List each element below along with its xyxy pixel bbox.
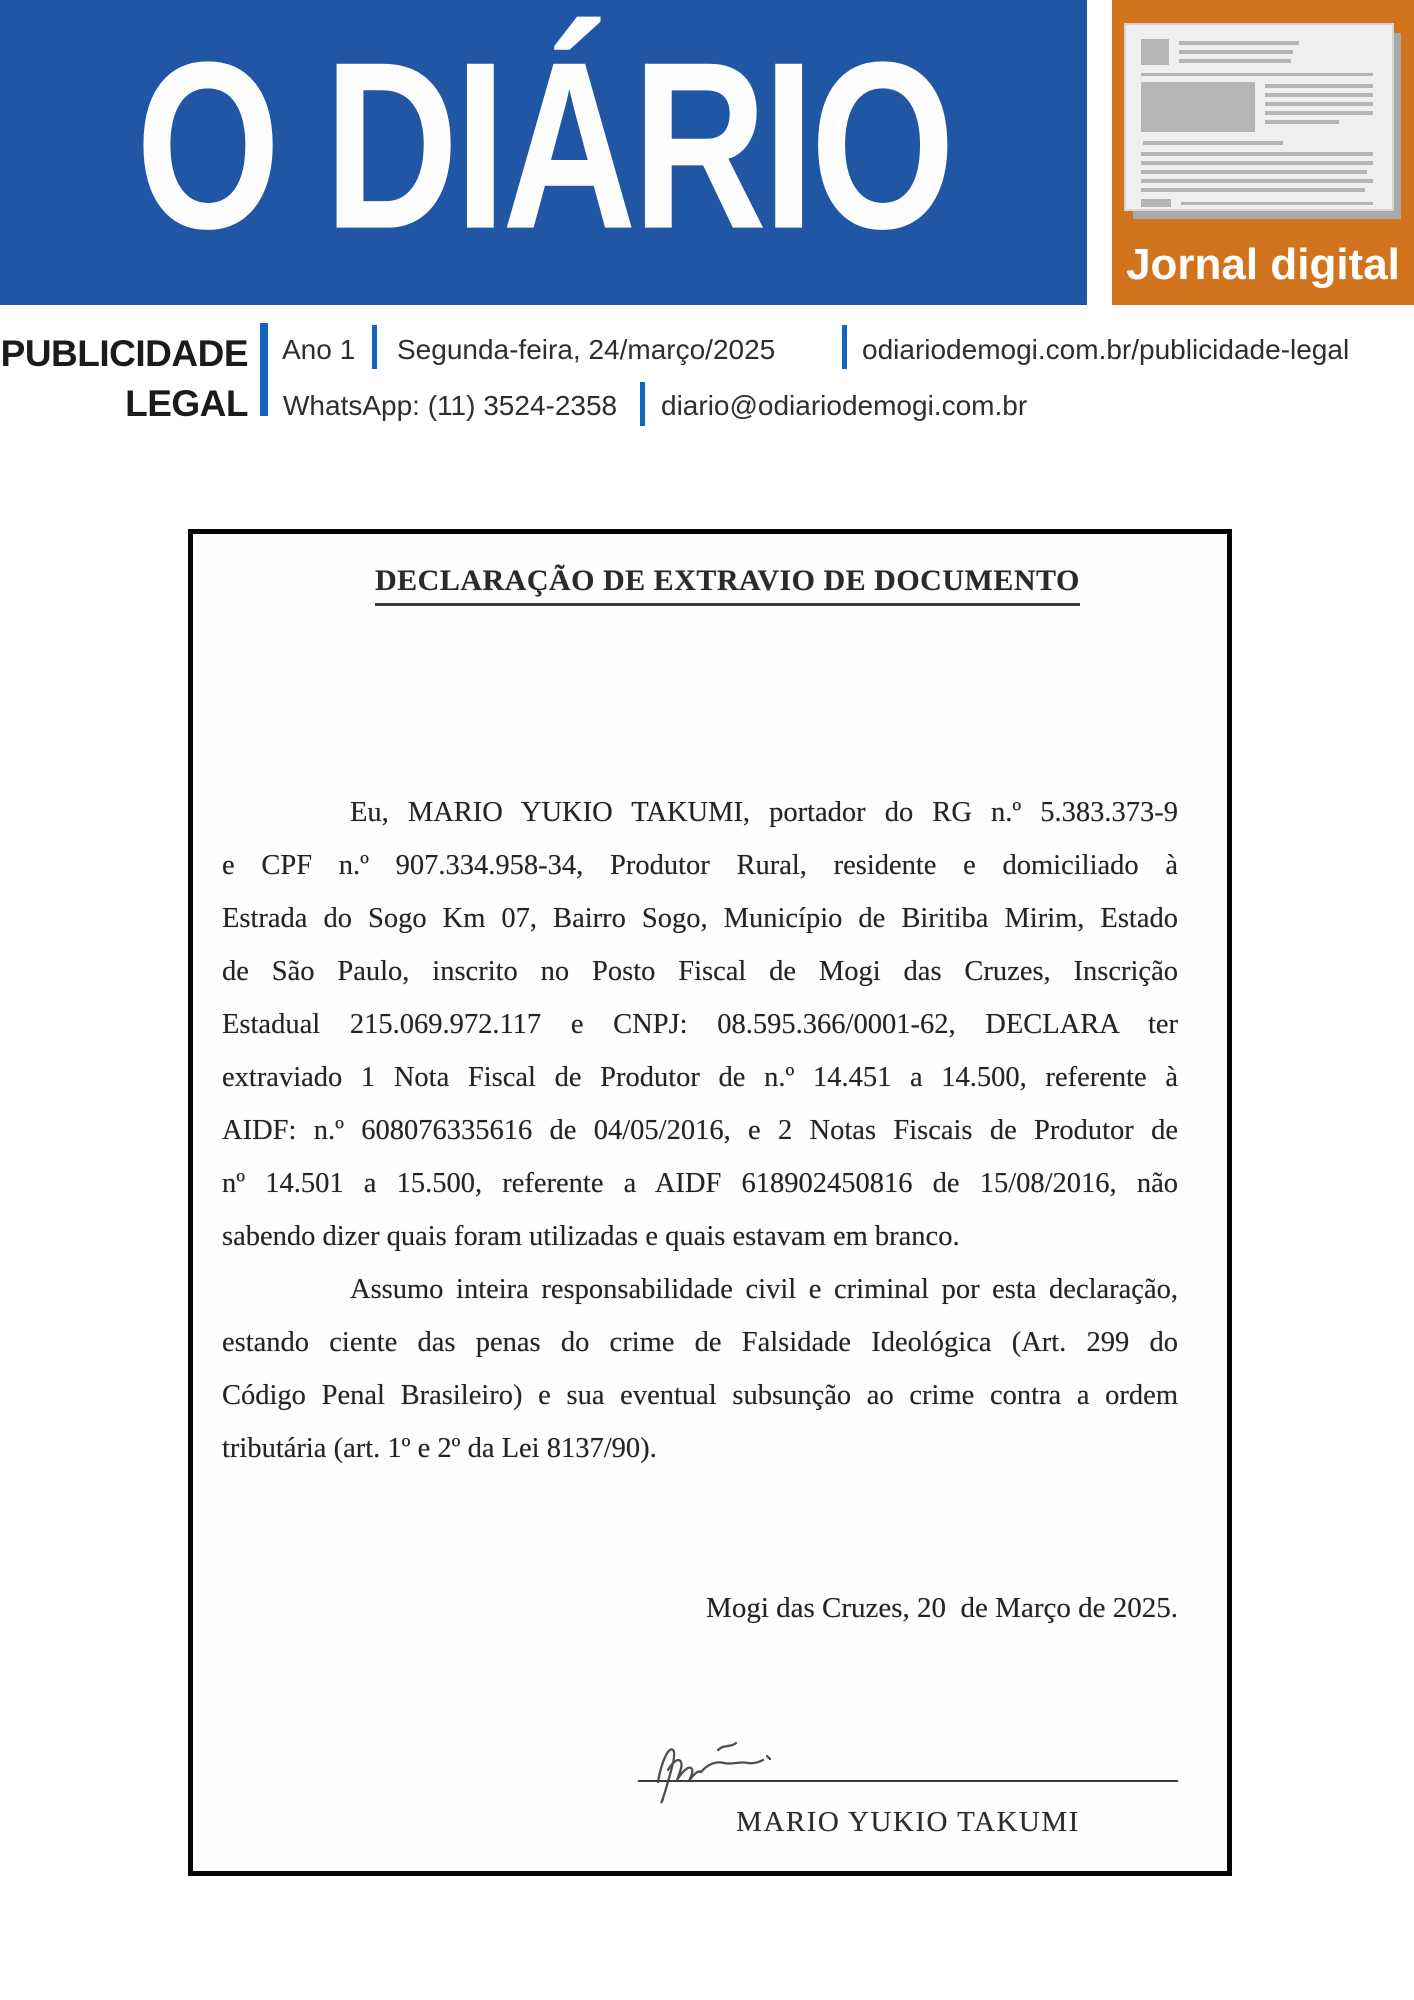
document-body-line: Assumo inteira responsabilidade civil e criminal por esta declaração, <box>350 1274 1178 1305</box>
section-title-line1: PUBLICIDADE <box>0 333 248 374</box>
document-body-line: nº 14.501 a 15.500, referente a AIDF 618902450816 de 15/08/2016, não <box>222 1168 1178 1199</box>
document-body-line: tributária (art. 1º e 2º da Lei 8137/90). <box>222 1433 657 1464</box>
document-body-line: sabendo dizer quais foram utilizadas e quais estavam em branco. <box>222 1221 960 1252</box>
document-body-line: Eu, MARIO YUKIO TAKUMI, portador do RG n.º 5.383.373-9 <box>350 797 1178 828</box>
divider <box>640 382 645 426</box>
document-body-line: Código Penal Brasileiro) e sua eventual subsunção ao crime contra a ordem <box>222 1380 1178 1411</box>
document-body <box>222 786 1178 1475</box>
document-body-line: estando ciente das penas do crime de Falsidade Ideológica (Art. 299 do <box>222 1327 1178 1358</box>
email-contact: diario@odiariodemogi.com.br <box>661 390 1028 421</box>
whatsapp-contact: WhatsApp: (11) 3524-2358 <box>283 390 618 421</box>
divider <box>372 325 377 369</box>
document-body-line: e CPF n.º 907.334.958-34, Produtor Rural, residente e domiciliado à <box>222 850 1178 881</box>
section-title-publicidade-legal <box>0 329 248 429</box>
masthead-banner <box>0 0 1087 305</box>
website-url: odiariodemogi.com.br/publicidade-legal <box>862 334 1350 365</box>
newspaper-logo: O DIÁRIO <box>135 13 952 279</box>
divider <box>260 323 268 416</box>
signature-scribble <box>648 1730 778 1813</box>
document-title: DECLARAÇÃO DE EXTRAVIO DE DOCUMENTO <box>375 564 1080 606</box>
document-body-line: Estadual 215.069.972.117 e CNPJ: 08.595.366/0001-62, DECLARA ter <box>222 1009 1178 1040</box>
edition-year-label: Ano 1 <box>282 334 356 365</box>
digital-edition-label: Jornal digital <box>1126 240 1400 289</box>
section-title-line2: LEGAL <box>125 383 248 424</box>
publication-date: Segunda-feira, 24/março/2025 <box>397 334 776 365</box>
document-body-line: de São Paulo, inscrito no Posto Fiscal de Mogi das Cruzes, Inscrição <box>222 956 1178 987</box>
divider <box>842 325 847 369</box>
document-body-line: Estrada do Sogo Km 07, Bairro Sogo, Município de Biritiba Mirim, Estado <box>222 903 1178 934</box>
signature-line <box>638 1780 1178 1782</box>
document-body-line: extraviado 1 Nota Fiscal de Produtor de n.º 14.451 a 14.500, referente à <box>222 1062 1178 1093</box>
document-dateline: Mogi das Cruzes, 20 de Março de 2025. <box>706 1592 1178 1624</box>
digital-edition-badge <box>1112 0 1414 305</box>
signatory-name: MARIO YUKIO TAKUMI <box>736 1806 1080 1838</box>
legal-notice-document <box>188 529 1232 1876</box>
document-body-line: AIDF: n.º 608076335616 de 04/05/2016, e 2 Notas Fiscais de Produtor de <box>222 1115 1178 1146</box>
newspaper-icon <box>1123 21 1403 226</box>
